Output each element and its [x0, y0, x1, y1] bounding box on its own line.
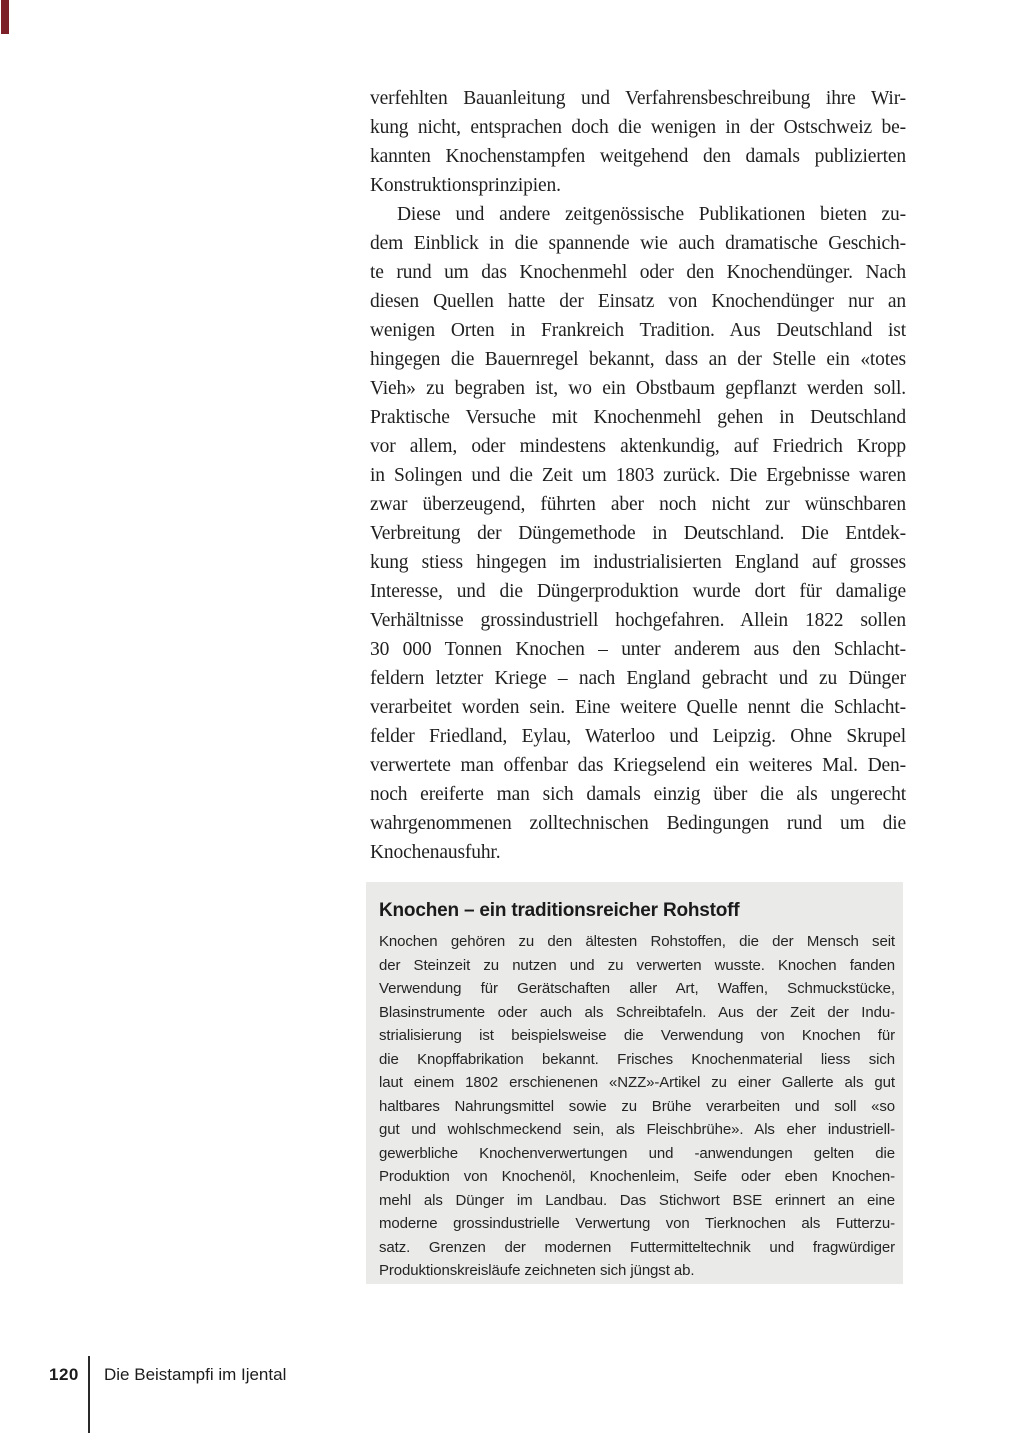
text-line: der Steinzeit zu nutzen und zu verwerten wusste. Knochen fanden: [379, 956, 895, 974]
text-line: moderne grossindustrielle Verwertung von Tierknochen als Futterzu-: [379, 1215, 895, 1232]
text-line: hingegen die Bauernregel bekannt, dass an der Stelle ein «totes: [370, 349, 906, 370]
text-line: satz. Grenzen der modernen Futtermitteltechnik und fragwürdiger: [379, 1238, 895, 1256]
text-line: vor allem, oder mindestens aktenkundig, auf Friedrich Kropp: [370, 436, 906, 457]
text-line: wenigen Orten in Frankreich Tradition. Aus Deutschland ist: [370, 320, 906, 341]
text-line: verfehlten Bauanleitung und Verfahrensbeschreibung ihre Wir-: [370, 88, 906, 109]
text-line: te rund um das Knochenmehl oder den Knochendünger. Nach: [370, 262, 906, 283]
text-line: zwar überzeugend, führten aber noch nicht zur wünschbaren: [370, 494, 906, 515]
page-edge-mark: [1, 0, 9, 34]
text-line: die Knopffabrikation bekannt. Frisches Knochenmaterial liess sich: [379, 1050, 895, 1068]
text-line: dem Einblick in die spannende wie auch dramatische Geschich-: [370, 233, 906, 254]
text-line: Knochenausfuhr.: [370, 842, 501, 863]
text-line: wahrgenommenen zolltechnischen Bedingungen rund um die: [370, 813, 906, 834]
text-line: in Solingen und die Zeit um 1803 zurück. Die Ergebnisse waren: [370, 465, 906, 486]
text-line: gut und wohlschmeckend sein, als Fleischbrühe». Als eher industriell-: [379, 1121, 895, 1138]
text-line: Produktion von Knochenöl, Knochenleim, Seife oder eben Knochen-: [379, 1168, 895, 1185]
text-line: kannten Knochenstampfen weitgehend den damals publizierten: [370, 146, 906, 167]
text-line: Verhältnisse grossindustriell hochgefahren. Allein 1822 sollen: [370, 610, 906, 631]
text-line: Diese und andere zeitgenössische Publikationen bieten zu-: [397, 204, 906, 225]
text-line: Praktische Versuche mit Knochenmehl gehen in Deutschland: [370, 407, 906, 428]
page-number: 120: [49, 1365, 79, 1384]
text-line: noch ereiferte man sich damals einzig über die als ungerecht: [370, 784, 906, 805]
text-line: strialisierung ist beispielsweise die Verwendung von Knochen für: [379, 1027, 895, 1044]
body-text: [370, 84, 906, 867]
text-line: 30 000 Tonnen Knochen – unter anderem aus den Schlacht-: [370, 639, 906, 660]
text-line: verwertete man offenbar das Kriegselend ein weiteres Mal. Den-: [370, 755, 906, 776]
paragraph: [370, 84, 906, 200]
text-line: Verwendung für Gerätschaften aller Art, Waffen, Schmuckstücke,: [379, 980, 895, 997]
text-line: felder Friedland, Eylau, Waterloo und Leipzig. Ohne Skrupel: [370, 726, 906, 747]
text-line: Interesse, und die Düngerproduktion wurde dort für damalige: [370, 581, 906, 602]
text-line: diesen Quellen hatte der Einsatz von Knochendünger nur an: [370, 291, 906, 312]
chapter-title: Die Beistampfi im Ijental: [104, 1365, 287, 1384]
text-line: kung stiess hingegen im industrialisierten England auf grosses: [370, 552, 906, 573]
text-line: Verbreitung der Düngemethode in Deutschland. Die Entdek-: [370, 523, 906, 544]
info-box-title: Knochen – ein traditionsreicher Rohstoff: [379, 900, 740, 921]
info-box-body: [379, 930, 895, 1283]
footer-divider: [88, 1356, 90, 1433]
info-box: [366, 882, 903, 1284]
paragraph: [370, 200, 906, 867]
text-line: verarbeitet worden sein. Eine weitere Quelle nennt die Schlacht-: [370, 697, 906, 718]
text-line: haltbares Nahrungsmittel sowie zu Brühe verarbeiten und soll «so: [379, 1097, 895, 1115]
text-line: laut einem 1802 erschienenen «NZZ»-Artikel zu einer Gallerte als gut: [379, 1074, 895, 1091]
text-line: mehl als Dünger im Landbau. Das Stichwort BSE erinnert an eine: [379, 1191, 895, 1209]
text-line: Produktionskreisläufe zeichneten sich jüngst ab.: [379, 1262, 695, 1279]
text-line: Konstruktionsprinzipien.: [370, 175, 561, 196]
text-line: gewerbliche Knochenverwertungen und -anwendungen gelten die: [379, 1144, 895, 1162]
text-line: feldern letzter Kriege – nach England gebracht und zu Dünger: [370, 668, 906, 689]
text-line: Vieh» zu begraben ist, wo ein Obstbaum gepflanzt werden soll.: [370, 378, 906, 399]
text-line: Knochen gehören zu den ältesten Rohstoffen, die der Mensch seit: [379, 933, 895, 950]
text-line: kung nicht, entsprachen doch die wenigen in der Ostschweiz be-: [370, 117, 906, 138]
text-line: Blasinstrumente oder auch als Schreibtafeln. Aus der Zeit der Indu-: [379, 1003, 895, 1021]
